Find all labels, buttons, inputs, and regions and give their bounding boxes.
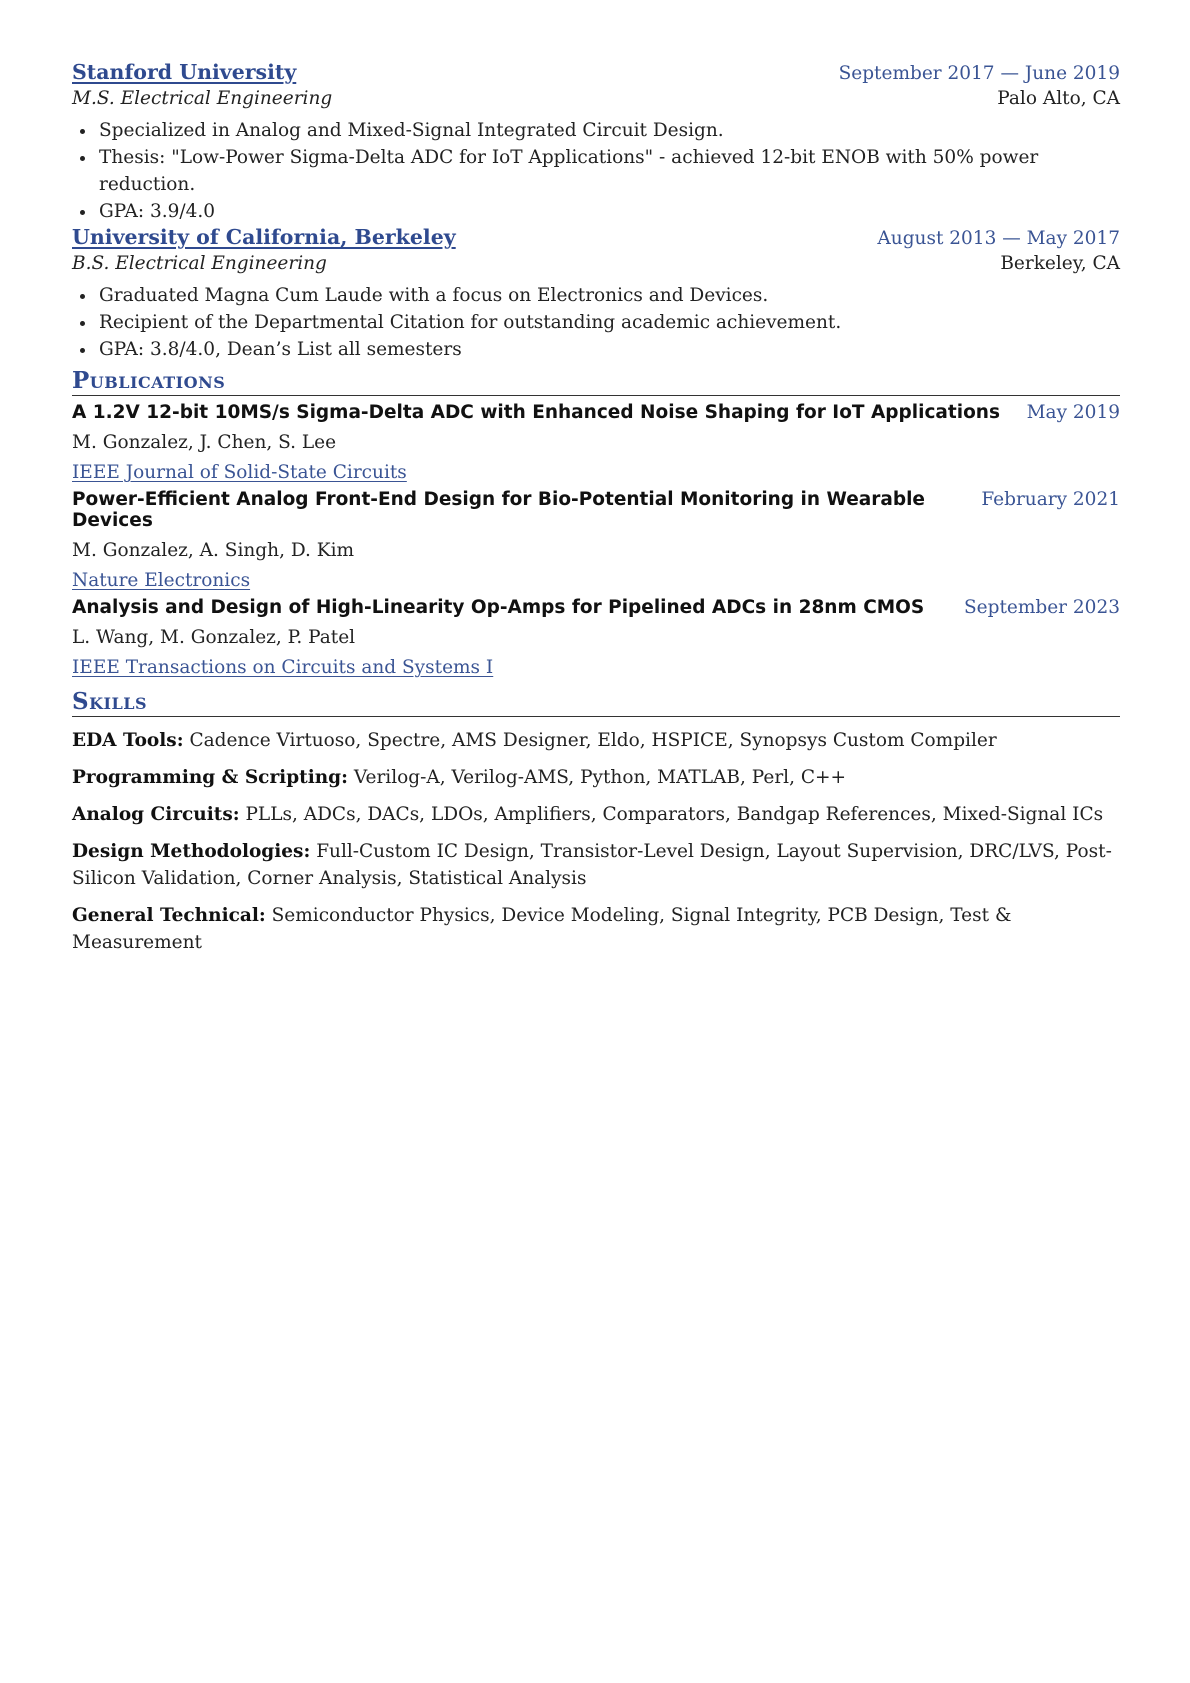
education-subheader: [72, 253, 1120, 274]
bullet-item: • Recipient of the Departmental Citation for outstanding academic achievement.: [97, 309, 1120, 336]
bullet-item: • Specialized in Analog and Mixed-Signal Integrated Circuit Design.: [97, 117, 1120, 144]
publication-header: [72, 597, 1120, 618]
skill-label: EDA Tools:: [72, 730, 184, 751]
publication-venue-link[interactable]: IEEE Transactions on Circuits and Systems I: [72, 657, 494, 678]
location: Berkeley, CA: [1000, 253, 1120, 274]
skill-value: PLLs, ADCs, DACs, LDOs, Amplifiers, Comparators, Bandgap References, Mixed-Signal ICs: [245, 804, 1104, 825]
publications-heading: Publications: [72, 367, 1120, 396]
education-entry: [72, 60, 1120, 225]
publication-date: May 2019: [1026, 402, 1120, 423]
publication-title: Analysis and Design of High-Linearity Op-Amps for Pipelined ADCs in 28nm CMOS: [72, 597, 925, 618]
skill-value: Semiconductor Physics, Device Modeling, Signal Integrity, PCB Design, Test & Measurement: [72, 905, 1012, 953]
education-dates: September 2017 — June 2019: [838, 63, 1120, 84]
publication-header: [72, 489, 1120, 531]
resume-page: [72, 60, 1120, 956]
skill-label: Analog Circuits:: [72, 804, 240, 825]
publication-entry: [72, 402, 1120, 483]
degree: M.S. Electrical Engineering: [72, 88, 333, 109]
publication-entry: [72, 597, 1120, 678]
education-subheader: [72, 88, 1120, 109]
education-bullets: [72, 117, 1120, 225]
publication-date: September 2023: [964, 597, 1120, 618]
publication-authors: M. Gonzalez, J. Chen, S. Lee: [72, 432, 337, 453]
education-header: [72, 60, 1120, 84]
publication-title: Power-Efficient Analog Front-End Design for Bio-Potential Monitoring in Wearable Devices: [72, 489, 925, 531]
publication-venue-link[interactable]: IEEE Journal of Solid-State Circuits: [72, 462, 407, 483]
education-entry: [72, 225, 1120, 363]
publication-date: February 2021: [981, 489, 1120, 510]
skill-label: General Technical:: [72, 905, 266, 926]
publication-authors: M. Gonzalez, A. Singh, D. Kim: [72, 540, 355, 561]
education-header: [72, 225, 1120, 249]
publication-title: A 1.2V 12-bit 10MS/s Sigma-Delta ADC with Enhanced Noise Shaping for IoT Applications: [72, 402, 1000, 423]
institution-link[interactable]: University of California, Berkeley: [72, 225, 456, 249]
skill-value: Cadence Virtuoso, Spectre, AMS Designer, Eldo, HSPICE, Synopsys Custom Compiler: [189, 730, 997, 751]
skill-label: Design Methodologies:: [72, 841, 311, 862]
degree: B.S. Electrical Engineering: [72, 253, 327, 274]
education-dates: August 2013 — May 2017: [877, 228, 1120, 249]
bullet-item: • Graduated Magna Cum Laude with a focus on Electronics and Devices.: [97, 282, 1120, 309]
bullet-item: • GPA: 3.8/4.0, Dean’s List all semesters: [97, 336, 1120, 363]
skill-row: [72, 902, 1120, 956]
publication-venue-link[interactable]: Nature Electronics: [72, 570, 251, 591]
skill-label: Programming & Scripting:: [72, 767, 348, 788]
institution-link[interactable]: Stanford University: [72, 60, 297, 84]
education-bullets: [72, 282, 1120, 363]
bullet-item: • Thesis: "Low-Power Sigma-Delta ADC for IoT Applications" - achieved 12-bit ENOB with 50% power reduction.: [97, 144, 1120, 198]
location: Palo Alto, CA: [997, 88, 1120, 109]
publication-header: [72, 402, 1120, 423]
skill-row: [72, 764, 1120, 791]
skill-value: Verilog-A, Verilog-AMS, Python, MATLAB, Perl, C++: [353, 767, 847, 788]
skill-value: Full-Custom IC Design, Transistor-Level Design, Layout Supervision, DRC/LVS, Post-Silicon Validation, Corner Analysis, Statistical Analysis: [72, 841, 1112, 889]
skills-heading: Skills: [72, 688, 1120, 717]
publication-authors: L. Wang, M. Gonzalez, P. Patel: [72, 627, 356, 648]
bullet-item: • GPA: 3.9/4.0: [97, 198, 1120, 225]
skill-row: [72, 727, 1120, 754]
publication-entry: [72, 489, 1120, 591]
skill-row: [72, 801, 1120, 828]
skill-row: [72, 838, 1120, 892]
